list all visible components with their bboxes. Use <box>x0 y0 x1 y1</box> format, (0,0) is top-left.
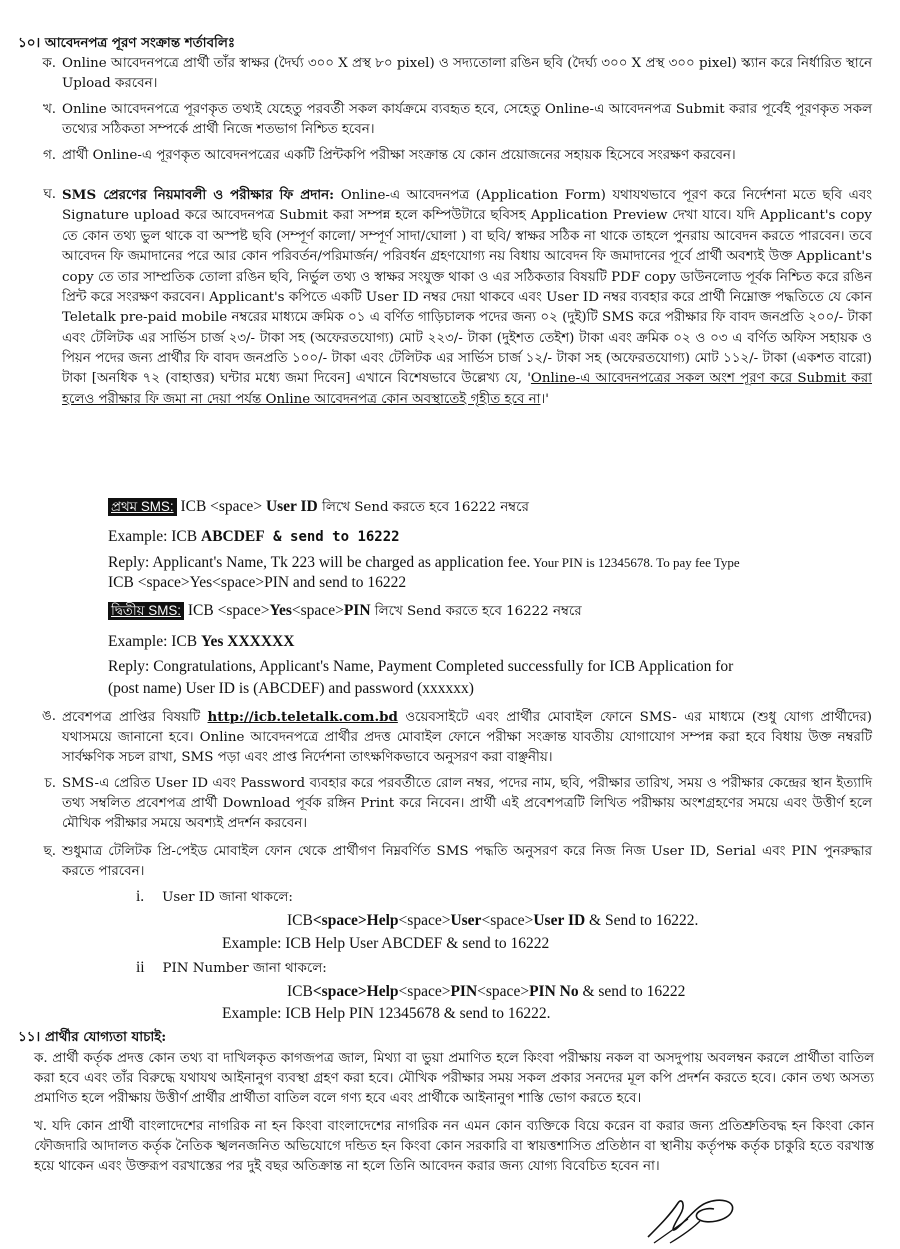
item-mark: ঘ. <box>43 187 56 202</box>
sms-rules-tail: ।' <box>540 391 549 407</box>
sms1-example-num: 16222 <box>357 529 400 545</box>
cmd-part: <space> <box>481 912 534 929</box>
item-text: SMS-এ প্রেরিত User ID এবং Password ব্যবহার করে পরবর্তীতে রোল নম্বর, পদের নাম, ছবি, পরীক্ষার তারিখ, সময় ও পরীক্ষার কেন্দ্রের স্থান ইত্যাদি তথ্য সম্বলিত প্রবেশপত্র প্রার্থী Download পূর্বক রঙ্গিন Print করে নিবেন। প্রার্থী এই প্রবেশপত্রটি লিখিত পরীক্ষায় অংশগ্রহণের সময়ে এবং উত্তীর্ণ হলে মৌখিক পরীক্ষার সময়ে অবশ্যই প্রদর্শন করবেন। <box>62 776 872 832</box>
sms2-reply-2: (post name) User ID is (ABCDEF) and password (xxxxxx) <box>108 680 474 697</box>
cmd-part: Help <box>366 912 399 929</box>
sms1-example <box>108 527 400 548</box>
section-11-heading: ১১। প্রার্থীর যোগ্যতা যাচাই: <box>18 1029 167 1045</box>
cmd-part: <space> <box>312 912 367 929</box>
condition-uma <box>41 707 872 768</box>
item-text: Online আবেদনপত্রে পূরণকৃত তথ্যই যেহেতু পরবর্তী সকল কার্যক্রমে ব্যবহৃত হবে, সেহেতু Online-এ আবেদনপত্র Submit করার পূর্বেই পূরণকৃত সকল তথ্যের সঠিকতা সম্পর্কে প্রার্থী নিজে শতভাগ নিশ্চিত হবেন। <box>62 102 872 138</box>
cmd-part: & send to 16222 <box>578 983 686 1000</box>
recovery-pin <box>136 958 327 979</box>
condition-kha <box>42 100 872 140</box>
sms-rules-body: Online-এ আবেদনপত্র (Application Form) যথাযথভাবে পূরণ করে নির্দেশনা মতে ছবি এবং Signature upload করে আবেদনপত্র Submit করা সম্পন্ন হলে কম্পিউটারে ছবিসহ Application Preview দেখা যাবে। যদি Applicant's copy তে কোন তথ্য ভুল থাকে বা অস্পষ্ট ছবি (সম্পূর্ণ কালো/ সম্পূর্ণ সাদা/ঘোলা ) বা ছবি/ স্বাক্ষর সঠিক না থাকে তাহলে পুনরায় আবেদন করতে পারবেন। তবে আবেদন ফি জমাদানের পরে আর কোন পরিবর্তন/পরিমার্জন/ পরিবর্ধন গ্রহণযোগ্য নয় বিধায় আবেদন ফি জমাদানের পূর্বে প্রার্থী অবশ্যই উক্ত Applicant's copy তে তার সাম্প্রতিক তোলা রঙিন ছবি, নির্ভুল তথ্য ও স্বাক্ষর সংযুক্ত থাকা ও এর সঠিকতার বিষয়টি PDF copy ডাউনলোড পূর্বক নিশ্চিত করে রঙিন প্রিন্ট করে সংরক্ষণ করবেন। Applicant's কপিতে একটি User ID নম্বর দেয়া থাকবে এবং User ID নম্বর ব্যবহার করে প্রার্থী নিম্নোক্ত পদ্ধতিতে যে কোন Teletalk pre-paid mobile নম্বরের মাধ্যমে ক্রমিক ০১ এ বর্ণিত গাড়িচালক পদের জন্য ০২ (দুই)টি SMS করে পরীক্ষার ফি বাবদ জনপ্রতি ২০০/- টাকা এবং টেলিটক এর সার্ভিস চার্জ ২৩/- টাকা সহ (অফেরতযোগ্য) মোট ২২৩/- টাকা (দুইশত তেইশ) টাকা এবং ক্রমিক ০২ ও ০৩ এ বর্ণিত অফিস সহায়ক ও পিয়ন পদের জন্য প্রার্থীর ফি বাবদ জনপ্রতি ১০০/- টাকা এবং টেলিটক এর সার্ভিস চার্জ ১২/- টাকা সহ (অফেরতযোগ্য) মোট ১১২/- টাকা (একশত বারো) টাকা [অনধিক ৭২ (বাহাত্তর) ঘন্টার মধ্যে জমা দিবেন] এখানে বিশেষভাবে উল্লেখ্য যে, ' <box>62 188 872 387</box>
sms1-reply-2: ICB <space>Yes<space>PIN and send to 16222 <box>108 574 407 591</box>
sms2-example-bold: Yes XXXXXX <box>201 633 295 650</box>
cmd-part: <space> <box>312 983 367 1000</box>
section-10-heading: ১০। আবেদনপত্র পূরণ সংক্রান্ত শর্তাবলিঃ <box>18 35 235 51</box>
roman-i: i. <box>136 888 145 905</box>
pin-known-label: PIN Number জানা থাকলে: <box>162 961 327 976</box>
cmd-part: User <box>450 912 482 929</box>
recovery-user-id <box>136 887 293 908</box>
condition-chha <box>43 842 872 882</box>
item-mark: খ. <box>42 102 56 117</box>
sms1-example-pre: Example: ICB <box>108 528 201 545</box>
cmd-part: <space> <box>398 912 451 929</box>
item-text: Online আবেদনপত্রে প্রার্থী তাঁর স্বাক্ষর (দৈর্ঘ্য ৩০০ X প্রস্থ ৮০ pixel) ও সদ্যতোলা রঙিন ছবি (দৈর্ঘ্য ৩০০ X প্রস্থ ৩০০ pixel) স্ক্যান করে নির্ধারিত স্থানে Upload করবেন। <box>62 56 872 92</box>
roman-ii: ii <box>136 959 145 976</box>
sms1-cmd-pre: ICB <space> <box>176 498 266 515</box>
condition-ka <box>42 54 872 94</box>
item-mark: ছ. <box>43 844 56 859</box>
sms1-reply-small: Your PIN is 12345678. To pay fee Type <box>530 555 740 570</box>
teletalk-link[interactable]: http://icb.teletalk.com.bd <box>207 709 398 725</box>
sms1-command <box>108 497 529 518</box>
cmd-part: <space> <box>477 983 530 1000</box>
item-mark: চ. <box>44 776 56 791</box>
condition-ga <box>42 146 872 166</box>
sms2-cmd-bold2: PIN <box>343 602 371 619</box>
sms1-cmd-post: লিখে Send করতে হবে 16222 নম্বরে <box>317 500 529 515</box>
sms1-reply-text: Reply: Applicant's Name, Tk 223 will be charged as application fee. <box>108 554 531 571</box>
recovery-pin-command <box>287 982 685 1003</box>
eligibility-kha: খ. যদি কোন প্রার্থী বাংলাদেশের নাগরিক না হন কিংবা বাংলাদেশের নাগরিক নন এমন কোন ব্যক্তিকে বিয়ে করেন বা করার জন্য প্রতিশ্রুতিবদ্ধ হন কিংবা কোন ফৌজদারি আদালত কর্তৃক নৈতিক স্খলনজনিত অভিযোগে দন্ডিত হন কিংবা কোন সরকারি বা স্বায়ত্তশাসিত প্রতিষ্ঠান বা স্থানীয় কর্তৃপক্ষ কর্তৃক চাকুরি হতে বরখাস্ত হয়ে থাকেন এবং উক্তরূপ বরখাস্তের পর দুই বছর অতিক্রান্ত না হলে তিনি আবেদন করার জন্য যোগ্য বিবেচিত হবেন না। <box>34 1119 874 1175</box>
sms1-label: প্রথম SMS: <box>108 498 177 516</box>
sms-rules-title: SMS প্রেরণের নিয়মাবলী ও পরীক্ষার ফি প্রদান: <box>62 187 335 203</box>
admit-card-pre: প্রবেশপত্র প্রাপ্তির বিষয়টি <box>62 710 208 725</box>
item-mark: ঙ. <box>41 709 56 724</box>
sms2-label: দ্বিতীয় SMS: <box>108 602 184 620</box>
sms2-cmd-mid: <space> <box>291 602 344 619</box>
item-text: শুধুমাত্র টেলিটক প্রি-পেইড মোবাইল ফোন থেকে প্রার্থীগণ নিম্নবর্ণিত SMS পদ্ধতি অনুসরণ করে নিজ নিজ User ID, Serial এবং PIN পুনরুদ্ধার করতে পারবেন। <box>62 844 872 880</box>
sms1-example-bold: ABCDEF <box>201 528 265 545</box>
sms1-reply-1 <box>108 553 740 574</box>
sms1-example-mono: & send to <box>264 529 358 545</box>
condition-cha <box>44 774 872 834</box>
sms2-cmd-bold1: Yes <box>269 602 292 619</box>
cmd-part: & Send to 16222. <box>585 912 699 929</box>
user-id-known-label: User ID জানা থাকলে: <box>162 890 293 905</box>
sms1-cmd-bold: User ID <box>265 498 318 515</box>
item-mark: গ. <box>42 148 56 163</box>
condition-gha <box>43 185 872 410</box>
eligibility-ka: ক. প্রার্থী কর্তৃক প্রদত্ত কোন তথ্য বা দাখিলকৃত কাগজপত্র জাল, মিথ্যা বা ভুয়া প্রমাণিত হলে কিংবা পরীক্ষায় নকল বা অসদুপায় অবলম্বন করলে প্রার্থীতা বাতিল করা হবে এবং তাঁর বিরুদ্ধে যথাযথ আইনানুগ ব্যবস্থা গ্রহণ করা হবে। মৌখিক পরীক্ষার সময় সকল প্রকার সনদের মূল কপি প্রদর্শন করতে হবে। কোন তথ্য অসত্য প্রমাণিত হলে পরীক্ষায় উত্তীর্ণ প্রার্থীর প্রার্থীতা বাতিল বলে গণ্য হবে এবং প্রার্থীকে আইনানুগ শাস্তি ভোগ করতে হবে। <box>34 1051 874 1107</box>
cmd-part: PIN No <box>529 983 579 1000</box>
admit-card-post: ওয়েবসাইটে এবং প্রার্থীর মোবাইল ফোনে SMS- এর মাধ্যমে (শুধু যোগ্য প্রার্থীদের) যথাসময়ে জানানো হবে। Online আবেদনপত্রে প্রার্থীর প্রদত্ত মোবাইল ফোনে পরীক্ষা সংক্রান্ত যাবতীয় যোগাযোগ সম্পন্ন করা হবে বিধায় উক্ত নম্বরটি সার্বক্ষণিক সচল রাখা, SMS পড়া এবং প্রাপ্ত নির্দেশনা তাৎক্ষণিকভাবে অনুসরণ করা বাঞ্ছনীয়। <box>62 710 872 766</box>
recovery-user-id-command <box>287 911 698 932</box>
item-mark: ক. <box>42 56 56 71</box>
sms2-reply-1: Reply: Congratulations, Applicant's Name, Payment Completed successfully for ICB Application for <box>108 658 734 675</box>
sms2-cmd-pre: ICB <space> <box>184 602 270 619</box>
sms2-example-pre: Example: ICB <box>108 633 201 650</box>
cmd-part: User ID <box>533 912 586 929</box>
cmd-part: PIN <box>450 983 478 1000</box>
sms2-cmd-post: লিখে Send করতে হবে 16222 নম্বরে <box>370 604 582 619</box>
cmd-part: ICB <box>287 912 313 929</box>
sms2-example <box>108 632 294 653</box>
cmd-part: ICB <box>287 983 313 1000</box>
cmd-part: <space> <box>398 983 451 1000</box>
item-text: প্রার্থী Online-এ পূরণকৃত আবেদনপত্রের একটি প্রিন্টকপি পরীক্ষা সংক্রান্ত যে কোন প্রয়োজনের সহায়ক হিসেবে সংরক্ষণ করবেন। <box>62 148 736 163</box>
sms2-command <box>108 601 582 622</box>
recovery-user-id-example: Example: ICB Help User ABCDEF & send to 16222 <box>222 935 550 952</box>
recovery-pin-example: Example: ICB Help PIN 12345678 & send to 16222. <box>222 1005 551 1022</box>
sms-rules-warning: Online-এ আবেদনপত্রের সকল অংশ পূরণ করে Submit করা হলেও পরীক্ষার ফি জমা না দেয়া পর্যন্ত Online আবেদনপত্র কোন অবস্থাতেই গৃহীত হবে না <box>62 371 872 407</box>
signature-scribble <box>640 1185 750 1245</box>
cmd-part: Help <box>366 983 399 1000</box>
